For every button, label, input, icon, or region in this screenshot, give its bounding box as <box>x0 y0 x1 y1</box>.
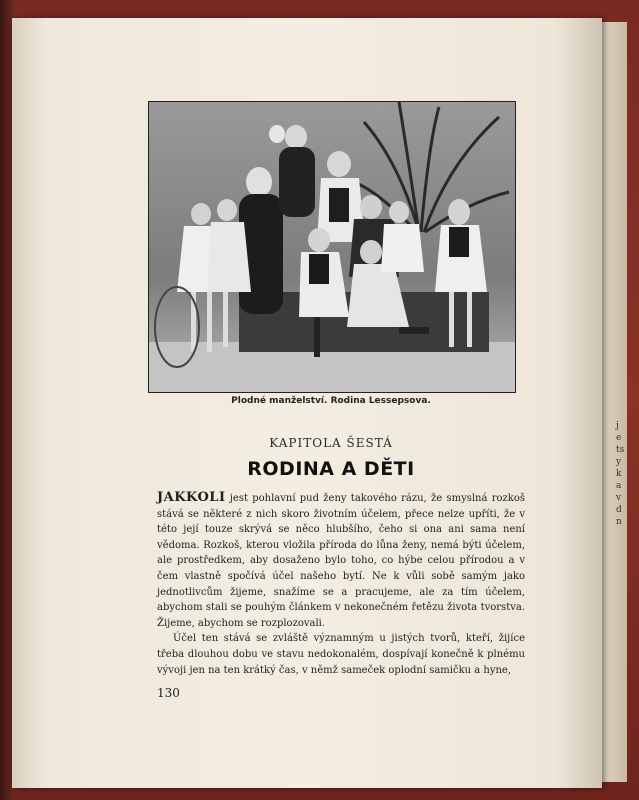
edge-letter: ts <box>616 445 625 455</box>
edge-letter: y <box>616 457 622 467</box>
photo-illustration <box>149 102 515 392</box>
edge-letter: v <box>616 493 622 503</box>
chapter-title: RODINA A DĚTI <box>247 458 415 480</box>
paragraph-1-text: jest pohlavní pud ženy takového rázu, že smyslná rozkoš stává se některé z nich skoro životním účelem, přece nelze upříti, že v této její touze skrývá se něco hlubšího, čeho si ona ani sama není vědoma. Rozkoš, kterou vložila příroda do lůna ženy, nemá býti účelem, ale prostředkem, aby dosaženo bylo toho, co hýbe celou přírodou a v čem vlastně spočívá účel našeho bytí. Ne k vůli sobě samým jako jednotlivcům žijeme, snažíme se a pracujeme, ale za tím účelem, abychom stali se pouhým článkem v nekonečném řetězu života tvorstva. Žijeme, abychom se rozplozovali. <box>157 493 525 629</box>
edge-letter: k <box>616 469 622 479</box>
paragraph-1 <box>157 490 525 631</box>
edge-letter: j <box>616 421 619 431</box>
edge-letter: e <box>616 433 622 443</box>
page-number: 130 <box>157 686 180 700</box>
next-page-text-fragments <box>616 420 630 528</box>
chapter-body-text <box>157 490 525 678</box>
lead-word: JAKKOLI <box>157 490 226 505</box>
chapter-label: KAPITOLA ŠESTÁ <box>269 436 393 450</box>
edge-letter: n <box>616 517 622 527</box>
paragraph-2: Účel ten stává se zvláště významným u jistých tvorů, kteří, žijíce třeba dlouhou dobu ve stavu nedokonalém, dospívají konečně k plnému vývoji jen na ten krátký čas, v němž sameček oplodní samičku a hyne, <box>157 633 525 676</box>
edge-letter: a <box>616 481 622 491</box>
photo-caption: Plodné manželství. Rodina Lessepsova. <box>231 396 431 406</box>
edge-letter: d <box>616 505 622 515</box>
family-photograph <box>148 101 516 393</box>
